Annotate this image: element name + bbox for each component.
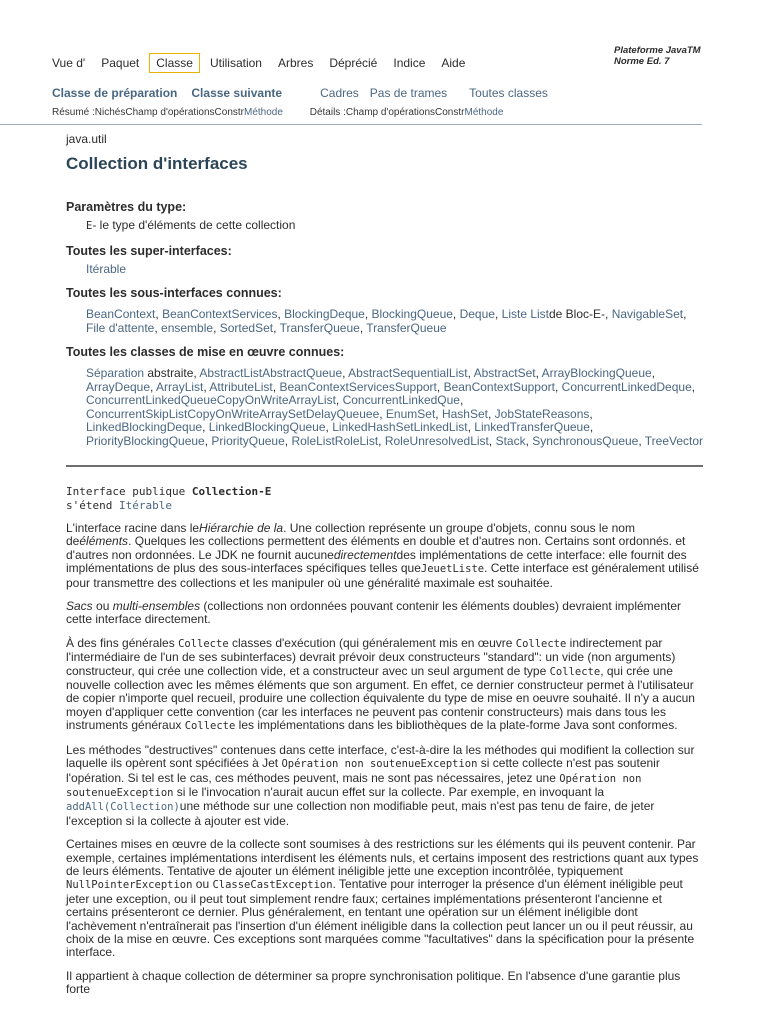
implementing-list: Séparation abstraite, AbstractListAbstractQueue, AbstractSequentialList, AbstractSet, ArrayBlockingQueue, ArrayDeque, ArrayList, AttributeList, BeanContextServicesSupport, BeanContextSupport, ConcurrentLinkedDeque, ConcurrentLinkedQueueCopyOnWriteArrayList, ConcurrentLinkedQue, ConcurrentSkipListCopyOnWriteArraySetDelayQueuee, EnumSet, HashSet, JobStateReasons, LinkedBlockingDeque, LinkedBlockingQueue, LinkedHashSetLinkedList, LinkedTransferQueue, PriorityBlockingQueue, PriorityQueue, RoleListRoleList, RoleUnresolvedList, Stack, SynchronousQueue, TreeVector — [86, 366, 704, 448]
implementing-link[interactable]: PriorityBlockingQueue — [86, 433, 205, 448]
frames-link[interactable]: Cadres — [320, 86, 359, 100]
implementing-link[interactable]: AbstractSequentialList — [348, 366, 468, 380]
text-em: directement — [333, 547, 397, 562]
summary-method-link[interactable]: Méthode — [244, 107, 283, 118]
nav-deprecated[interactable]: Déprécié — [329, 56, 378, 70]
about-platform — [614, 45, 701, 67]
paragraph — [66, 744, 702, 828]
extends-prefix: s'étend — [66, 499, 119, 512]
superinterfaces-heading: Toutes les super-interfaces: — [66, 243, 232, 258]
subinterfaces-heading: Toutes les sous-interfaces connues: — [66, 286, 282, 300]
nav-class[interactable]: Classe — [149, 53, 200, 73]
detail-text: Champ d'opérationsConstr — [345, 107, 465, 118]
implementing-link[interactable]: PriorityQueue — [211, 433, 285, 448]
subinterface-link[interactable]: ensemble — [161, 320, 214, 335]
summary-text: NichésChamp d'opérationsConstr — [94, 107, 245, 118]
addall-link[interactable]: addAll(Collection) — [66, 801, 180, 814]
declaration-name: Collection-E — [191, 485, 272, 498]
platform-name: Plateforme JavaTM — [614, 45, 701, 56]
implementing-link[interactable]: EnumSet — [385, 406, 436, 421]
implementing-link[interactable]: ConcurrentLinkedQueueCopyOnWriteArrayList — [86, 393, 336, 407]
section-divider — [66, 465, 703, 467]
paragraph — [66, 522, 702, 590]
text: À des fins générales — [66, 635, 179, 650]
package-label: java.util — [66, 132, 107, 146]
top-nav — [44, 52, 473, 74]
text-em: multi-ensembles — [112, 599, 201, 614]
nav-package[interactable]: Paquet — [101, 56, 140, 70]
text: . Tentative pour interroger la présence d'un élément inéligible peut jeter une exception, ou il peut tout simplement rendre faux; certaines implémentations présenteront l'ancienne et certains présenteront ce dernier. Plus généralement, en tentant une opération sur un élément inéligible dont l'achèvement n'entraînerait pas l'insertion d'un élément inéligible dans la collection peut lancer un ou il peut réussir, au choix de la mise en œuvre. Ces exceptions sont marquées comme "facultatives" dans la spécification pour la présente interface. — [66, 877, 695, 960]
code: NullPointerException — [66, 879, 193, 892]
implementing-link[interactable]: ConcurrentLinkedQue — [342, 393, 460, 407]
declaration — [66, 485, 271, 513]
subinterface-link[interactable]: BlockingQueue — [371, 307, 453, 321]
text: Les méthodes "destructives" contenues dans cette interface, c'est-à-dire la les méthodes qui modifient la collection sur laquelle ils opèrent sont spécifiées à Jet — [66, 742, 695, 771]
subinterface-link[interactable]: BlockingDeque — [284, 307, 365, 321]
text: L'interface racine dans le — [66, 521, 200, 535]
sub-nav — [52, 86, 559, 100]
subinterface-link[interactable]: Liste List — [501, 307, 549, 321]
nav-help[interactable]: Aide — [441, 56, 466, 70]
superinterfaces-list — [86, 263, 706, 277]
text: (collections non ordonnées pouvant contenir les éléments doubles) devraient implémenter cette interface directement. — [66, 599, 682, 627]
text: . Une collection représente un groupe d'objets, connu sous le nom de — [66, 521, 635, 549]
platform-edition: Norme Ed. 7 — [614, 56, 670, 67]
summary-detail-nav — [52, 107, 527, 118]
text: Certaines mises en œuvre de la collecte sont soumises à des restrictions sur les éléments qui ils peuvent contenir. Par exemple, certaines implémentations interdisent les éléments nuls, et certains imposent des restrictions quant aux types de leurs éléments. Tentative de ajouter un élément inéligible jette une exception incontrôlée, typiquement — [66, 837, 699, 878]
implementing-link[interactable]: AbstractListAbstractQueue — [199, 366, 343, 380]
code: Opération non soutenueException — [281, 758, 478, 771]
implementing-link[interactable]: ArrayBlockingQueue — [541, 366, 652, 380]
detail-method-link[interactable]: Méthode — [464, 107, 504, 118]
subinterface-link[interactable]: d'attente — [108, 320, 155, 335]
implementing-link[interactable]: ConcurrentLinkedDeque — [561, 379, 692, 394]
implementing-link[interactable]: Stack — [495, 433, 526, 448]
text-em: Hiérarchie de la — [199, 521, 284, 535]
interface-summary — [66, 200, 706, 458]
code: JeuetListe — [420, 563, 485, 576]
declaration-line-1 — [66, 485, 271, 499]
paragraph — [66, 637, 702, 734]
description — [66, 522, 702, 1007]
paragraph — [66, 838, 702, 960]
text-em: Sacs — [66, 599, 93, 614]
code: Collecte — [515, 637, 567, 650]
implementing-link[interactable]: AbstractSet — [473, 366, 536, 380]
text: Il appartient à chaque collection de déterminer sa propre synchronisation politique. En l'absence d'une garantie plus forte — [66, 968, 681, 997]
implementing-block — [66, 345, 706, 448]
subinterface-link[interactable]: File — [86, 320, 106, 335]
nav-index[interactable]: Indice — [393, 56, 426, 70]
type-params-heading: Paramètres du type: — [66, 200, 187, 214]
nav-tree[interactable]: Arbres — [277, 56, 314, 70]
implementing-link[interactable]: RoleListRoleList — [291, 433, 379, 448]
extends-link[interactable]: Itérable — [118, 499, 172, 512]
implementing-heading: Toutes les classes de mise en œuvre connues: — [66, 345, 345, 359]
implementing-link[interactable]: SynchronousQueue — [532, 433, 639, 448]
text: des implémentations de cette interface: elle fournit des implémentations de plus des sous-interfaces spécifiques telles que — [66, 547, 687, 576]
code: Opération non soutenueException — [66, 772, 642, 799]
subinterface-link[interactable]: NavigableSet — [611, 307, 684, 321]
text: classes d'exécution (qui généralement mis en œuvre — [228, 635, 516, 650]
superinterfaces-block — [66, 244, 706, 277]
subinterface-link[interactable]: BeanContext — [86, 307, 156, 321]
implementing-link[interactable]: ArrayDeque — [86, 379, 151, 394]
nav-overview[interactable]: Vue d' — [52, 56, 86, 70]
subinterface-link[interactable]: BeanContextServices — [162, 307, 278, 321]
implementing-link[interactable]: LinkedBlockingDeque — [86, 420, 203, 434]
declaration-prefix: Interface publique — [66, 485, 192, 498]
summary-group — [52, 107, 283, 118]
subinterface-link[interactable]: SortedSet — [219, 320, 274, 335]
prev-class-link[interactable]: Classe de préparation — [52, 86, 178, 100]
subinterfaces-list: BeanContext, BeanContextServices, BlockingDeque, BlockingQueue, Deque, Liste Listde Bloc-E-, NavigableSet, File d'attente, ensemble, SortedSet, TransferQueue, TransferQueue — [86, 307, 687, 335]
paragraph — [66, 600, 702, 627]
summary-label: Résumé : — [52, 107, 95, 118]
implementing-link[interactable]: BeanContextSupport — [443, 379, 555, 394]
code: Collecte — [178, 637, 229, 650]
text: une méthode sur une collection non modifiable peut, mais n'est pas tenu de faire, de jeter l'exception si la collecte à ajouter est vide. — [66, 799, 655, 828]
subinterface-plain: de Bloc-E- — [549, 307, 606, 321]
implementing-link[interactable]: RoleUnresolvedList — [384, 433, 489, 448]
text-em: éléments — [79, 534, 129, 549]
text: si le l'invocation n'aurait aucun effet sur la collecte. Par exemple, en invoquant la — [173, 784, 605, 799]
declaration-line-2 — [66, 499, 271, 513]
text: , qui crée une nouvelle collection avec les mêmes éléments que son argument. En effet, ce dernier constructeur permet à l'utilisateur de copier n'importe quel recueil, produire une collection équivalente du type de mise en oeuvre souhaité. Il n'y a aucun moyen d'appliquer cette convention (car les interfaces ne peuvent pas contenir constructeurs) mais dans tous les instruments généraux — [66, 663, 695, 733]
text: . Quelques les collections permettent des éléments en double et d'autres non. Certains sont ordonnés. et d'autres non ordonnées. Le JDK ne fournit aucune — [66, 534, 686, 562]
type-params-block — [66, 200, 706, 234]
detail-group — [310, 107, 504, 118]
detail-label: Détails : — [309, 107, 346, 118]
implementing-link[interactable]: HashSet — [441, 406, 488, 421]
text: ou — [192, 877, 213, 892]
text: . Cette interface est généralement utilisé pour transmettre des collections et les manipuler où une généralité maximale est souhaitée. — [66, 561, 699, 590]
implementing-plain: abstraite, — [144, 366, 200, 380]
type-param-desc: - le type d'éléments de cette collection — [92, 218, 296, 232]
code: ClasseCastException — [212, 879, 333, 892]
implementing-link[interactable]: ArrayList — [156, 379, 204, 394]
subinterfaces-block — [66, 286, 706, 335]
text: indirectement par l'intermédiaire de l'un de ses subinterfaces) devrait prévoir deux constructeurs "standard": un vide (non arguments) constructeur, qui crée une collection vide, et a constructeur avec un seul argument de type — [66, 635, 676, 678]
nav-use[interactable]: Utilisation — [209, 56, 262, 70]
superinterface-link[interactable]: Itérable — [86, 261, 127, 276]
implementing-link[interactable]: AttributeList — [209, 379, 273, 394]
paragraph — [66, 970, 702, 997]
no-frames-link[interactable]: Pas de trames — [369, 86, 448, 100]
next-class-link[interactable]: Classe suivante — [191, 86, 283, 100]
implementing-link[interactable]: BeanContextServicesSupport — [279, 379, 437, 394]
text: si cette collecte n'est pas soutenir l'opération. Si tel est le cas, ces méthodes peuvent, mais ne sont pas nécessaires, jetez une — [66, 756, 660, 785]
nav-divider — [0, 124, 702, 125]
implementing-link[interactable]: JobStateReasons — [494, 406, 590, 421]
code: Collecte — [184, 720, 236, 733]
page-title: Collection d'interfaces — [66, 154, 248, 173]
type-param-code: E — [86, 220, 93, 232]
text: les implémentations dans les bibliothèques de la plate-forme Java sont conformes. — [235, 718, 678, 733]
all-classes-link[interactable]: Toutes classes — [469, 86, 548, 100]
implementing-link[interactable]: LinkedBlockingQueue — [208, 420, 326, 434]
code: Collecte — [549, 665, 601, 678]
implementing-link[interactable]: LinkedHashSetLinkedList — [332, 420, 468, 434]
subinterface-link[interactable]: TransferQueue — [279, 320, 360, 335]
implementing-link[interactable]: LinkedTransferQueue — [474, 420, 590, 434]
implementing-link[interactable]: ConcurrentSkipListCopyOnWriteArraySetDelayQueuee — [86, 406, 380, 421]
subinterface-link[interactable]: Deque — [459, 307, 495, 321]
implementing-link[interactable]: TreeVector — [644, 433, 704, 448]
implementing-link[interactable]: Séparation — [86, 366, 145, 380]
text: ou — [92, 599, 113, 614]
type-param-item — [86, 219, 706, 234]
subinterface-link[interactable]: TransferQueue — [366, 320, 447, 335]
